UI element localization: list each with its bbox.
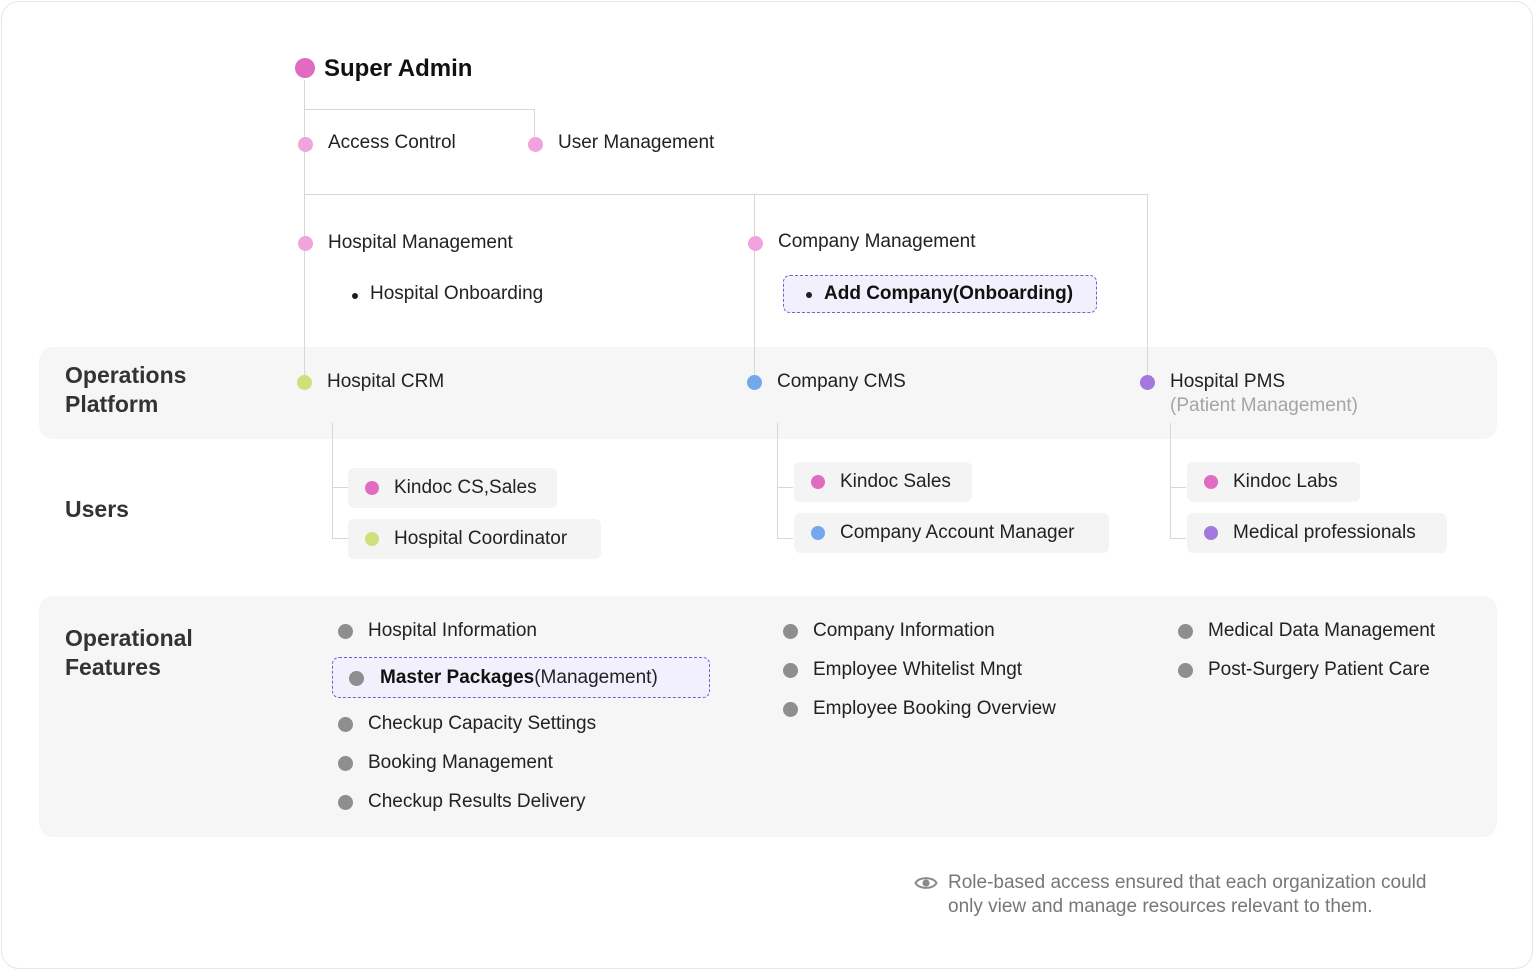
feature-checkup-results-delivery: Checkup Results Delivery [368, 791, 586, 812]
connector-line [777, 538, 793, 539]
feature-dot [338, 717, 353, 732]
connector-line [332, 423, 333, 539]
hospital-pms-label: Hospital PMS [1170, 371, 1286, 392]
connector-line [1170, 423, 1171, 539]
feature-dot [349, 671, 364, 686]
feature-company-information: Company Information [813, 620, 995, 641]
operations-platform-section-label: Operations Platform [65, 362, 187, 417]
feature-booking-management: Booking Management [368, 752, 553, 773]
feature-employee-booking-overview: Employee Booking Overview [813, 698, 1056, 719]
hospital-pms-node-dot [1140, 375, 1155, 390]
user-chip-medical-professionals [1187, 513, 1447, 553]
access-control-label: Access Control [328, 132, 456, 153]
operational-features-section-label: Operational Features [65, 625, 193, 680]
feature-dot [1178, 663, 1193, 678]
connector-line [754, 194, 755, 382]
feature-employee-whitelist: Employee Whitelist Mngt [813, 659, 1023, 680]
hospital-pms-sublabel: (Patient Management) [1170, 395, 1358, 416]
feature-dot [783, 663, 798, 678]
user-label: Kindoc Labs [1233, 471, 1338, 492]
user-dot [365, 481, 379, 495]
feature-dot [338, 756, 353, 771]
user-dot [811, 475, 825, 489]
connector-line [1170, 538, 1186, 539]
connector-line [304, 80, 305, 382]
user-management-label: User Management [558, 132, 715, 153]
user-chip-company-account-manager [794, 513, 1109, 553]
feature-dot [338, 795, 353, 810]
connector-line [1147, 194, 1148, 382]
add-company-label: Add Company(Onboarding) [824, 283, 1074, 304]
connector-line [304, 194, 1148, 195]
user-management-node-dot [528, 137, 543, 152]
user-chip-kindoc-sales [794, 462, 972, 502]
hospital-onboarding-label: Hospital Onboarding [370, 283, 544, 304]
user-label: Hospital Coordinator [394, 528, 568, 549]
user-label: Medical professionals [1233, 522, 1416, 543]
add-company-bullet [806, 292, 812, 298]
connector-line [1170, 487, 1186, 488]
user-label: Kindoc CS,Sales [394, 477, 537, 498]
company-cms-label: Company CMS [777, 371, 906, 392]
hospital-crm-node-dot [297, 375, 312, 390]
user-label: Kindoc Sales [840, 471, 951, 492]
company-management-node-dot [748, 236, 763, 251]
super-admin-label: Super Admin [324, 55, 473, 82]
hospital-onboarding-bullet [352, 293, 358, 299]
feature-dot [783, 624, 798, 639]
add-company-highlight [783, 275, 1097, 313]
user-dot [1204, 526, 1218, 540]
user-dot [1204, 475, 1218, 489]
user-dot [811, 526, 825, 540]
master-packages-label [380, 666, 658, 690]
eye-icon [914, 874, 938, 892]
master-packages-bold: Master Packages [380, 667, 535, 688]
feature-hospital-information: Hospital Information [368, 620, 537, 641]
connector-line [777, 487, 793, 488]
master-packages-rest: (Management) [534, 667, 658, 688]
super-admin-node-dot [295, 58, 315, 78]
feature-checkup-capacity-settings: Checkup Capacity Settings [368, 713, 597, 734]
user-dot [365, 532, 379, 546]
feature-post-surgery-care: Post-Surgery Patient Care [1208, 659, 1430, 680]
users-section-label: Users [65, 496, 129, 522]
footnote-line-2: only view and manage resources relevant to them. [948, 896, 1373, 917]
connector-line [332, 538, 348, 539]
feature-dot [338, 624, 353, 639]
footnote-line-1: Role-based access ensured that each organization could [948, 872, 1427, 893]
company-management-label: Company Management [778, 231, 976, 252]
hospital-management-label: Hospital Management [328, 232, 513, 253]
feature-dot [783, 702, 798, 717]
hospital-management-node-dot [298, 236, 313, 251]
feature-medical-data-management: Medical Data Management [1208, 620, 1436, 641]
company-cms-node-dot [747, 375, 762, 390]
access-control-node-dot [298, 137, 313, 152]
user-chip-kindoc-labs [1187, 462, 1360, 502]
connector-line [332, 487, 348, 488]
hospital-crm-label: Hospital CRM [327, 371, 445, 392]
user-chip-kindoc-cs-sales [348, 468, 557, 508]
connector-line [304, 109, 535, 110]
feature-dot [1178, 624, 1193, 639]
connector-line [777, 423, 778, 539]
user-label: Company Account Manager [840, 522, 1075, 543]
master-packages-highlight [332, 657, 710, 698]
user-chip-hospital-coordinator [348, 519, 601, 559]
